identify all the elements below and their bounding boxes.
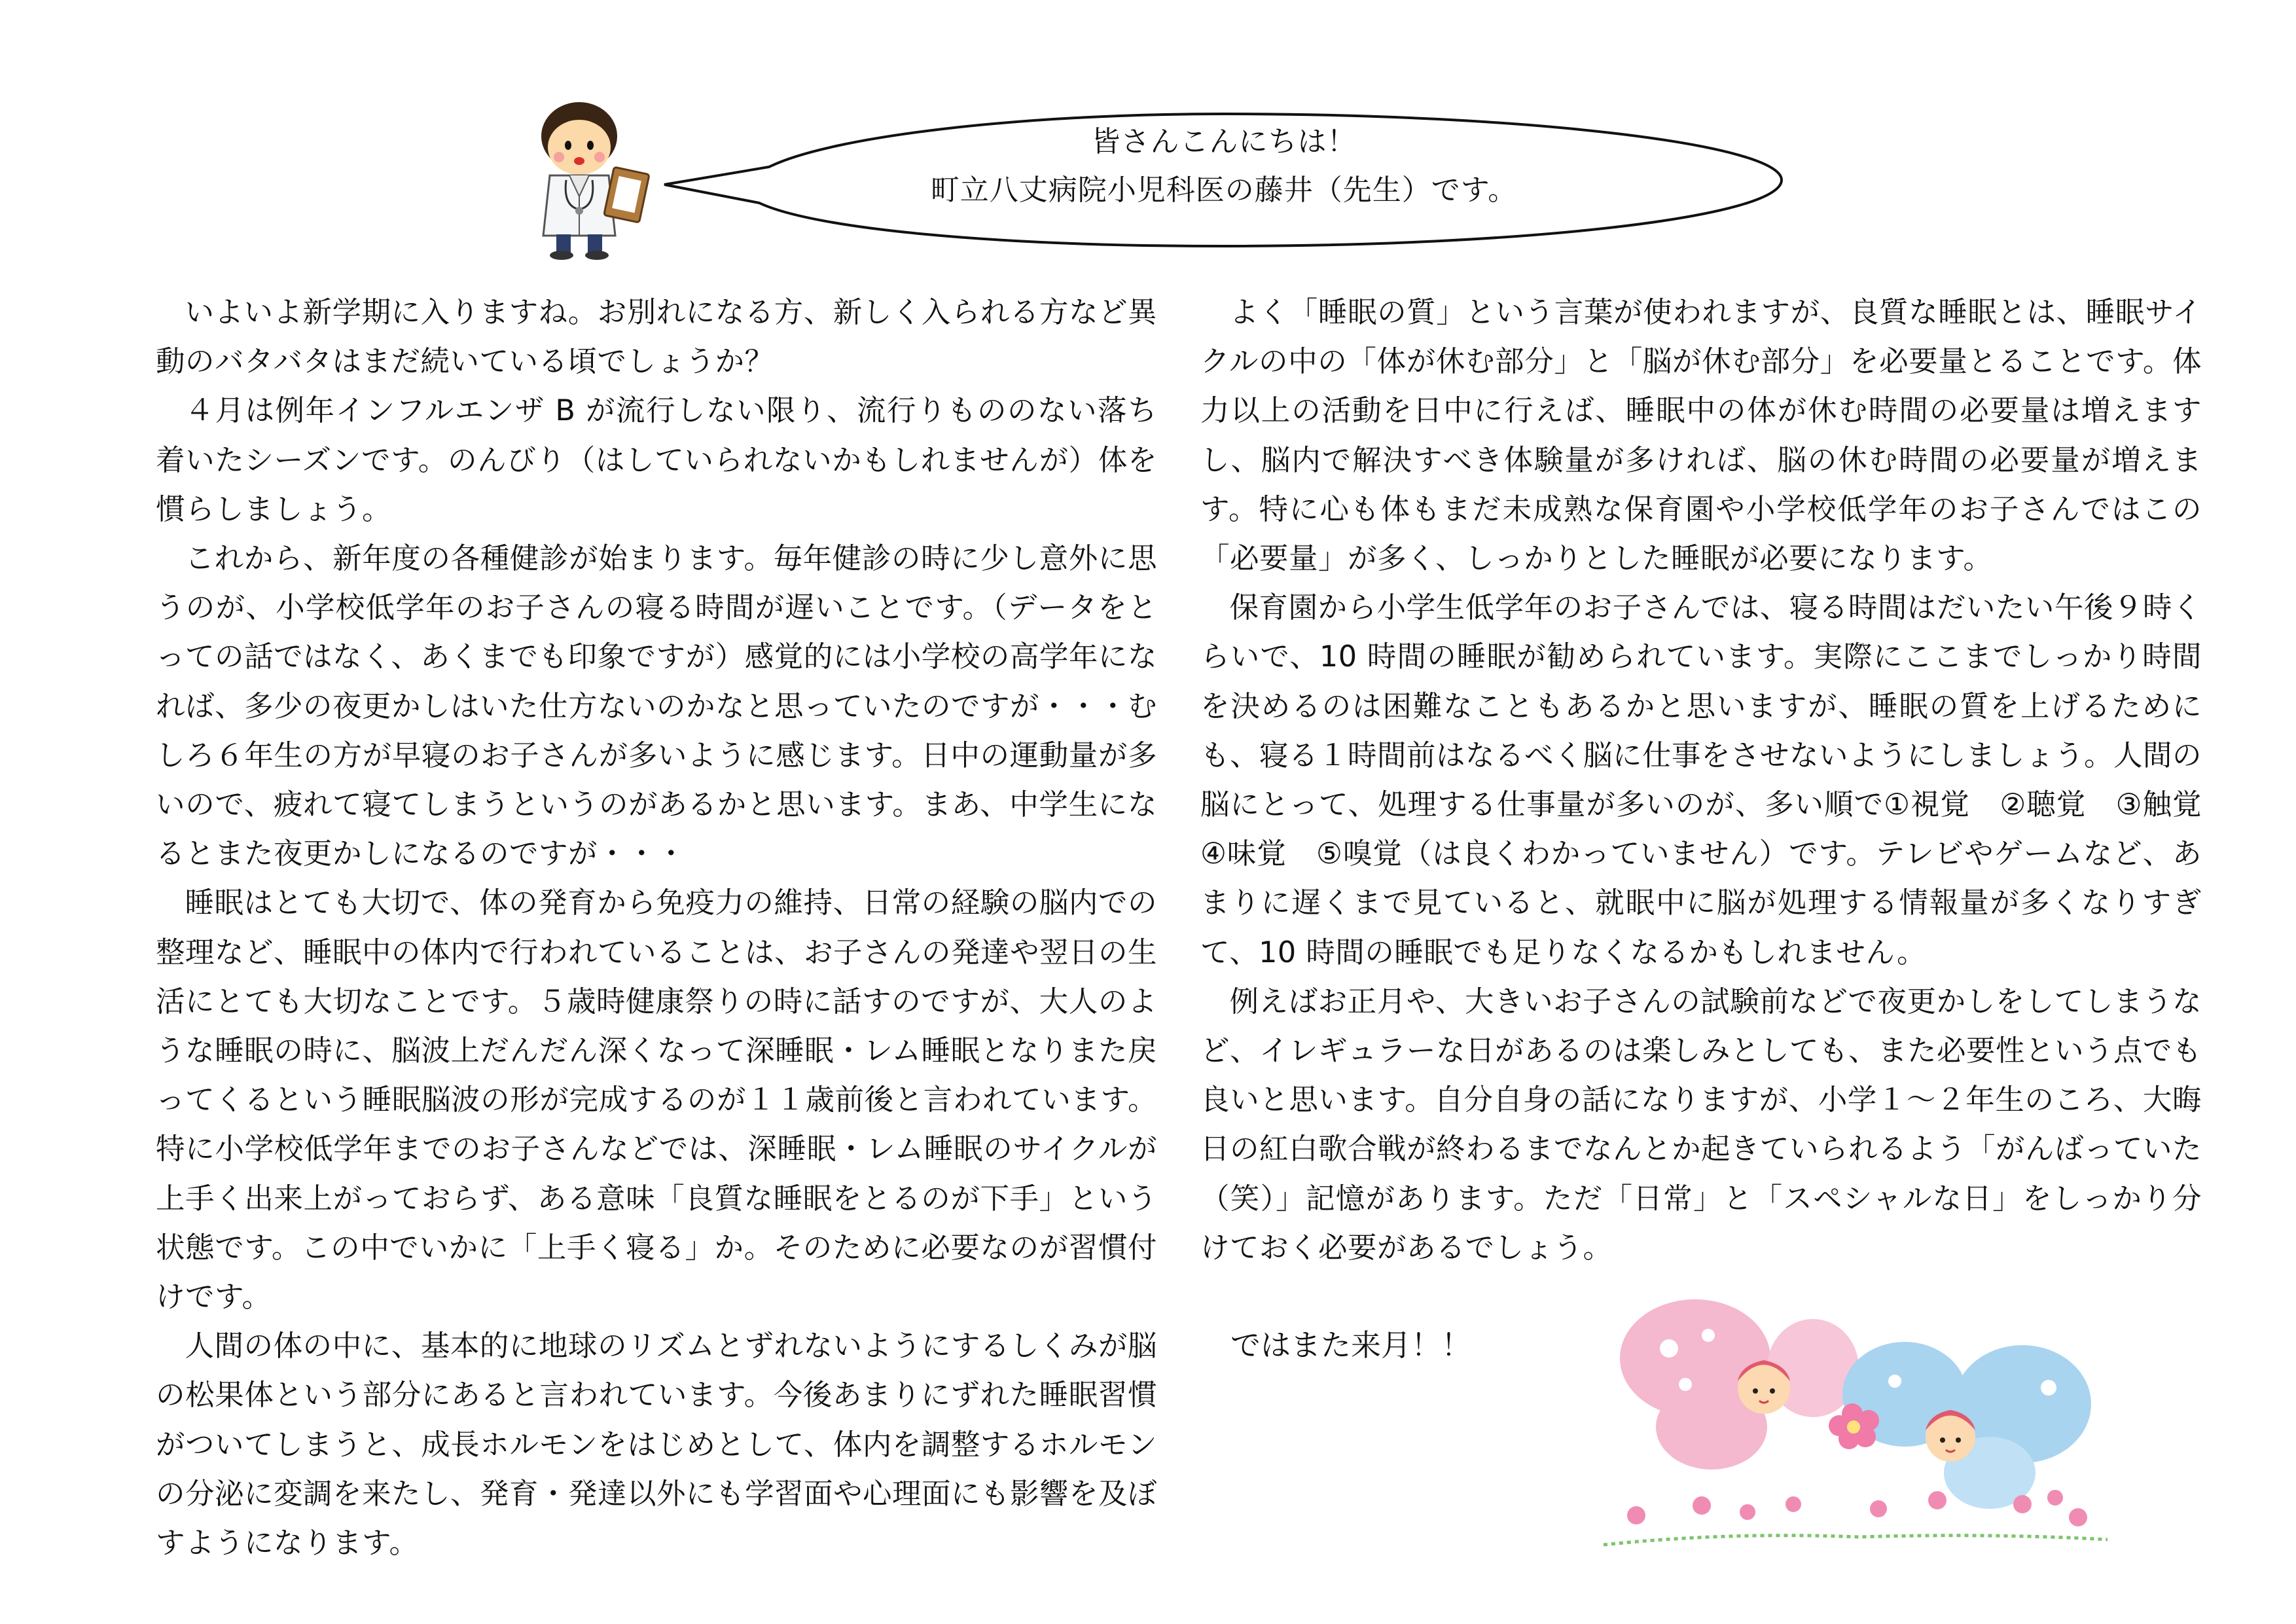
closing-message: ではまた来月！！	[1230, 1327, 1471, 1363]
right-column	[1200, 288, 2232, 1272]
paragraph: 人間の体の中に、基本的に地球のリズムとずれないようにするしくみが脳の松果体という部分にあると言われています。今後あまりにずれた睡眠習慣がついてしまうと、成長ホルモンをはじめとして、体内を調整するホルモンの分泌に変調を来たし、発育・発達以外にも学習面や心理面にも影響を及ぼすようになります。	[156, 1329, 1158, 1561]
paragraph: よく「睡眠の質」という言葉が使われますが、良質な睡眠とは、睡眠サイクルの中の「体が休む部分」と「脳が休む部分」を必要量とることです。体力以上の活動を日中に行えば、睡眠中の体が休む時間の必要量は増えますし、脳内で解決すべき体験量が多ければ、脳の休む時間の必要量が増えます。特に心も体もまだ未成熟な保育園や小学校低学年のお子さんではこの「必要量」が多く、しっかりとした睡眠が必要になります。	[1200, 296, 2202, 576]
doctor-illustration	[517, 92, 668, 262]
butterfly-fairies-illustration	[1597, 1296, 2114, 1558]
paragraph: 睡眠はとても大切で、体の発育から免疫力の維持、日常の経験の脳内での整理など、睡眠中の体内で行われていることは、お子さんの発達や翌日の生活にとても大切なことです。５歳時健康祭りの時に話すのですが、大人のような睡眠の時に、脳波上だんだん深くなって深睡眠・レム睡眠となりまた戻ってくるという睡眠脳波の形が完成するのが１１歳前後と言われています。特に小学校低学年までのお子さんなどでは、深睡眠・レム睡眠のサイクルが上手く出来上がっておらず、ある意味「良質な睡眠をとるのが下手」という状態です。この中でいかに「上手く寝る」か。そのために必要なのが習慣付けです。	[156, 886, 1158, 1314]
left-column	[156, 288, 1157, 1568]
speech-bubble-text	[713, 118, 1734, 215]
paragraph: ４月は例年インフルエンザ B が流行しない限り、流行りもののない落ち着いたシーズンです。のんびり（はしていられないかもしれませんが）体を慣らしましょう。	[156, 394, 1157, 526]
introduction-line: 町立八丈病院小児科医の藤井（先生）です。	[930, 173, 1518, 207]
paragraph: 例えばお正月や、大きいお子さんの試験前などで夜更かしをしてしまうなど、イレギュラーな日があるのは楽しみとしても、また必要性という点でも良いと思います。自分自身の話になりますが、小学１～２年生のころ、大晦日の紅白歌合戦が終わるまでなんとか起きていられるよう「がんばっていた（笑）」記憶があります。ただ「日常」と「スペシャルな日」をしっかり分けておく必要があるでしょう。	[1200, 984, 2202, 1265]
paragraph: 保育園から小学生低学年のお子さんでは、寝る時間はだいたい午後９時くらいで、10 時間の睡眠が勧められています。実際にここまでしっかり時間を決めるのは困難なこともあるかと思いますが、睡眠の質を上げるためにも、寝る１時間前はなるべく脳に仕事をさせないようにしましょう。人間の脳にとって、処理する仕事量が多いのが、多い順で①視覚 ②聴覚 ③触覚 ④味覚 ⑤嗅覚（は良くわかっていません）です。テレビやゲームなど、あまりに遅くまで見ていると、就眠中に脳が処理する情報量が多くなりすぎて、10 時間の睡眠でも足りなくなるかもしれません。	[1200, 591, 2232, 969]
paragraph: これから、新年度の各種健診が始まります。毎年健診の時に少し意外に思うのが、小学校低学年のお子さんの寝る時間が遅いことです。（データをとっての話ではなく、あくまでも印象ですが）感覚的には小学校の高学年になれば、多少の夜更かしはいた仕方ないのかなと思っていたのですが・・・むしろ６年生の方が早寝のお子さんが多いように感じます。日中の運動量が多いので、疲れて寝てしまうというのがあるかと思います。まあ、中学生になるとまた夜更かしになるのですが・・・	[156, 542, 1158, 871]
greeting-line: 皆さんこんにちは！	[1091, 125, 1357, 158]
paragraph: いよいよ新学期に入りますね。お別れになる方、新しく入られる方など異動のバタバタはまだ続いている頃でしょうか？	[156, 296, 1157, 379]
